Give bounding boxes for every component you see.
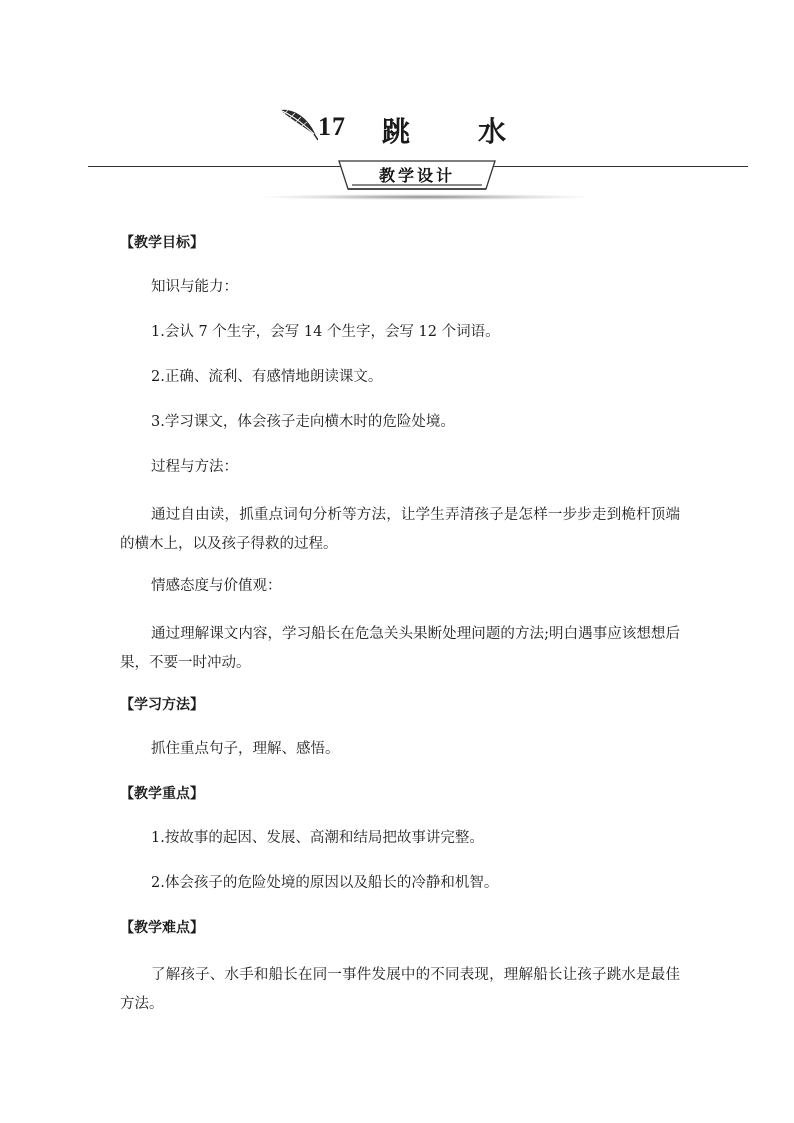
section-teaching-goals [120,232,680,678]
section-learning-methods [120,694,680,761]
section-heading: 【学习方法】 [120,697,204,713]
title-row [0,104,794,148]
paragraph: 1.按故事的起因、发展、高潮和结局把故事讲完整。 [151,830,484,846]
paragraph: 1.会认 7 个生字，会写 14 个生字，会写 12 个词语。 [151,324,500,340]
feather-quill-icon [278,106,318,142]
section-heading: 【教学目标】 [120,235,204,251]
lesson-title: 跳水 [382,115,575,148]
lesson-number: 17 [318,112,346,141]
paragraph: 知识与能力： [151,279,238,295]
paragraph: 过程与方法： [151,459,238,475]
paragraph: 2.正确、流利、有感情地朗读课文。 [151,369,383,385]
paragraph: 情感态度与价值观： [151,578,282,594]
banner-label: 教学设计 [378,166,455,185]
paragraph: 了解孩子、水手和船长在同一事件发展中的不同表现，理解船长让孩子跳水是最佳方法。 [120,967,680,1012]
document-body [120,222,680,1035]
section-key-points [120,783,680,895]
section-heading: 【教学重点】 [120,786,204,802]
paragraph: 通过自由读，抓重点词句分析等方法，让学生弄清孩子是怎样一步步走到桅杆顶端的横木上，以及孩子得救的过程。 [120,507,680,552]
banner-shadow [260,194,590,200]
paragraph: 通过理解课文内容，学习船长在危急关头果断处理问题的方法;明白遇事应该想想后果，不要一时冲动。 [120,626,680,671]
paragraph: 3.学习课文，体会孩子走向横木时的危险处境。 [151,414,455,430]
paragraph: 2.体会孩子的危险处境的原因以及船长的冷静和机智。 [151,875,499,891]
section-difficulties [120,917,680,1019]
section-heading: 【教学难点】 [120,920,204,936]
paragraph: 抓住重点句子，理解、感悟。 [151,741,340,757]
